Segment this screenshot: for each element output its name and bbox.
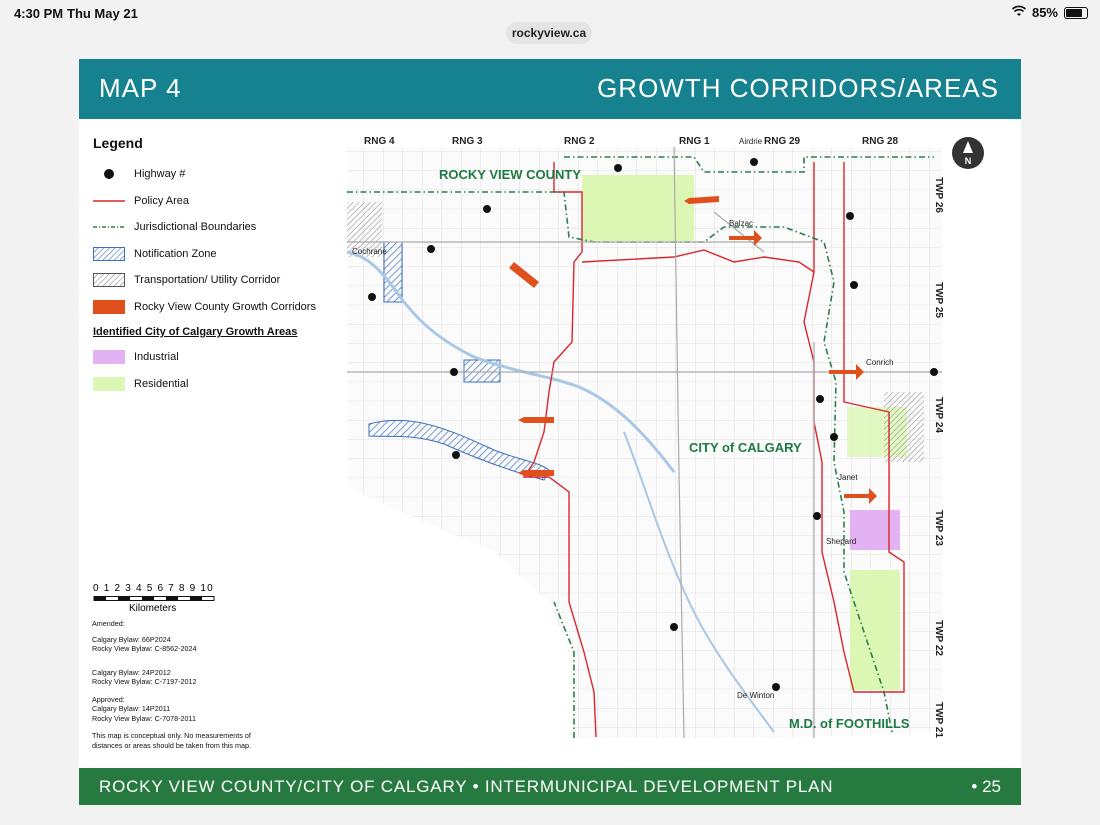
note-line: Rocky View Bylaw: C-7078-2011 — [92, 713, 196, 723]
range-label: RNG 3 — [452, 136, 483, 147]
scale-unit: Kilometers — [129, 603, 177, 614]
legend-item — [93, 294, 323, 321]
legend — [93, 135, 323, 397]
legend-label: Notification Zone — [134, 247, 217, 260]
note-disclaimer: This map is conceptual only. No measurements of distances or areas should be taken from this map. — [92, 731, 252, 750]
industrial-area-shepard — [850, 510, 900, 550]
legend-label: Industrial — [134, 351, 179, 364]
place-label: De Winton — [737, 691, 775, 700]
bylaw-notes — [92, 619, 282, 750]
township-label: TWP 23 — [933, 510, 944, 546]
document-page — [79, 59, 1021, 805]
growth-corridor-map[interactable] — [344, 132, 972, 752]
blue-hatch-icon — [93, 246, 125, 262]
township-label: TWP 25 — [933, 282, 944, 318]
legend-item — [93, 161, 323, 188]
note-line: Calgary Bylaw: 66P2024 — [92, 634, 171, 644]
note-line: Rocky View Bylaw: C-8562-2024 — [92, 644, 197, 653]
scale-bar — [93, 583, 233, 614]
residential-area-south — [850, 570, 900, 690]
township-label: TWP 22 — [933, 620, 944, 656]
place-label: Airdrie — [739, 137, 763, 146]
green-dashed-line-icon — [93, 219, 125, 235]
township-label: TWP 21 — [933, 702, 944, 738]
map-number: MAP 4 — [99, 73, 182, 103]
legend-item — [93, 241, 323, 268]
red-line-icon — [93, 193, 125, 209]
legend-label: Policy Area — [134, 194, 190, 207]
page-footer — [79, 768, 1021, 805]
north-arrow-icon — [952, 137, 984, 169]
page-number: • 25 — [971, 777, 1001, 796]
place-label: Cochrane — [352, 247, 387, 256]
page-header — [79, 59, 1021, 119]
map-title: GROWTH CORRIDORS/AREAS — [597, 73, 999, 103]
range-label: RNG 28 — [862, 136, 899, 147]
status-time: 4:30 PM — [14, 6, 64, 21]
note-line: Calgary Bylaw: 24P2012 — [92, 667, 171, 677]
status-right — [1012, 5, 1088, 20]
grey-hatch-icon — [93, 272, 125, 288]
legend-label: Transportation/ Utility Corridor — [134, 274, 281, 287]
region-label-foothills: M.D. of FOOTHILLS — [789, 716, 910, 731]
range-label: RNG 4 — [364, 136, 395, 147]
growth-areas-heading: Identified City of Calgary Growth Areas — [93, 326, 298, 338]
status-date: Thu May 21 — [67, 6, 138, 21]
legend-item — [93, 214, 323, 241]
industrial-swatch-icon — [93, 349, 125, 365]
note-line: Rocky View Bylaw: C-7197-2012 — [92, 677, 197, 686]
range-label: RNG 2 — [564, 136, 595, 147]
utility-corridor-east — [884, 392, 924, 462]
note-approved: Approved: — [92, 694, 125, 704]
scale-numbers: 0 1 2 3 4 5 6 7 8 9 10 — [93, 583, 214, 594]
note-line: Calgary Bylaw: 14P2011 — [92, 704, 171, 713]
legend-item — [93, 344, 323, 371]
orange-box-icon — [93, 299, 125, 315]
residential-swatch-icon — [93, 376, 125, 392]
note-amended: Amended: — [92, 619, 125, 628]
battery-percent: 85% — [1031, 5, 1058, 20]
range-label: RNG 29 — [764, 136, 801, 147]
place-label: Shepard — [826, 537, 857, 546]
region-label-rocky-view: ROCKY VIEW COUNTY — [439, 167, 582, 182]
place-label: Conrich — [866, 358, 894, 367]
wifi-icon — [1012, 5, 1026, 20]
battery-icon — [1064, 7, 1088, 19]
township-label: TWP 26 — [933, 177, 944, 213]
scale-bar-graphic — [93, 596, 217, 602]
place-label: Balzac — [729, 219, 754, 228]
highway-dot-icon — [93, 166, 125, 182]
legend-label: Residential — [134, 377, 189, 390]
region-label-calgary: CITY of CALGARY — [689, 440, 802, 455]
legend-label: Jurisdictional Boundaries — [134, 221, 257, 234]
north-label: N — [964, 156, 972, 166]
range-label: RNG 1 — [679, 136, 710, 147]
legend-title: Legend — [93, 135, 143, 151]
legend-item — [93, 371, 323, 398]
url-bar[interactable]: rockyview.ca — [506, 22, 592, 44]
legend-item — [93, 267, 323, 294]
place-label: Janet — [838, 473, 858, 482]
footer-title: ROCKY VIEW COUNTY/CITY OF CALGARY • INTERMUNICIPAL DEVELOPMENT PLAN — [99, 777, 834, 796]
legend-label: Highway # — [134, 168, 186, 181]
residential-area-north — [582, 175, 694, 241]
legend-label: Rocky View County Growth Corridors — [134, 300, 316, 313]
township-label: TWP 24 — [933, 397, 944, 433]
legend-item — [93, 188, 323, 215]
notification-zone-cochrane — [384, 242, 402, 302]
